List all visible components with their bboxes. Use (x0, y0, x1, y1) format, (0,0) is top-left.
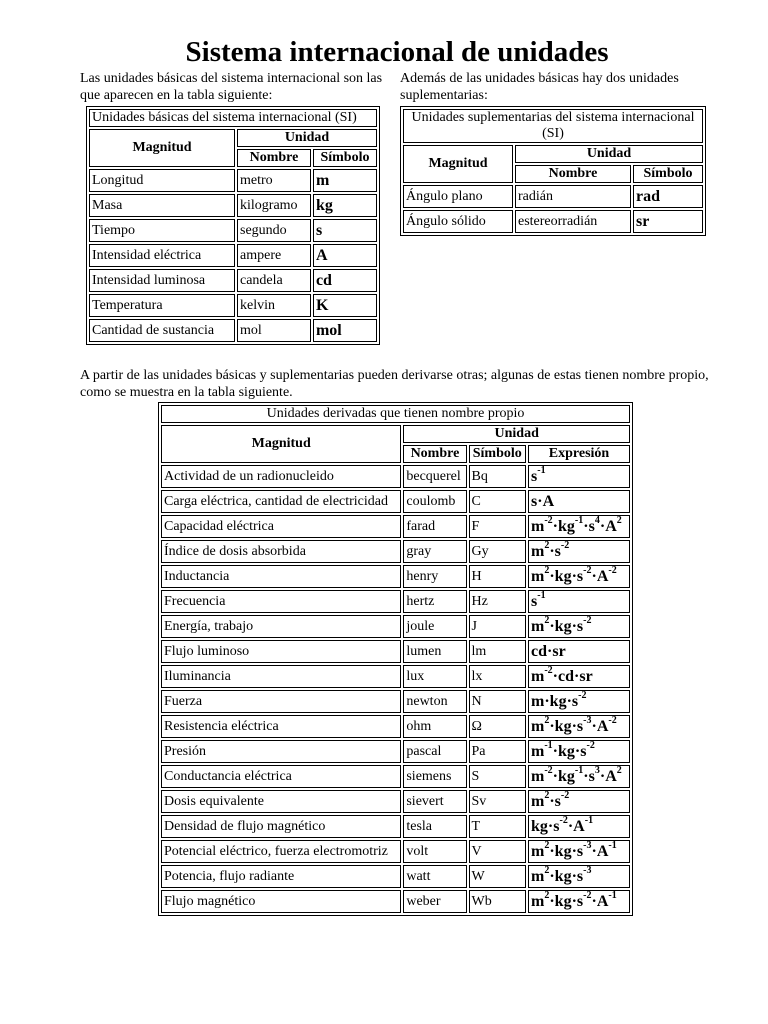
table-row (89, 319, 377, 342)
simbolo-cell: rad (633, 185, 703, 208)
nombre-cell: ampere (237, 244, 311, 267)
unit-exponent: -2 (544, 665, 553, 677)
nombre-cell: becquerel (403, 465, 466, 488)
unit-exponent: 2 (544, 540, 550, 552)
unit-base: s (588, 517, 595, 535)
magnitud-cell: Inductancia (161, 565, 401, 588)
magnitud-cell: Potencial eléctrico, fuerza electromotriz (161, 840, 401, 863)
magnitud-cell: Resistencia eléctrica (161, 715, 401, 738)
basic-header-simbolo: Símbolo (313, 149, 377, 167)
unit-base: A (542, 492, 555, 510)
unit-base: cd (531, 642, 547, 660)
magnitud-cell: Densidad de flujo magnético (161, 815, 401, 838)
simbolo-cell: K (313, 294, 377, 317)
unit-base: m (531, 717, 545, 735)
unit-base: m (531, 892, 545, 910)
nombre-cell: kelvin (237, 294, 311, 317)
unit-base: A (605, 517, 617, 535)
nombre-cell: ohm (403, 715, 466, 738)
unit-base: A (596, 842, 609, 860)
nombre-cell: siemens (403, 765, 466, 788)
unit-base: m (531, 667, 545, 685)
table-row (161, 465, 630, 488)
table-row (161, 790, 630, 813)
unit-base: s (553, 817, 560, 835)
basic-table-caption: Unidades básicas del sistema internacional (SI) (89, 109, 377, 127)
unit-exponent: -2 (583, 615, 592, 627)
magnitud-cell: Ángulo sólido (403, 210, 513, 233)
unit-exponent: -1 (537, 590, 546, 602)
expresion-cell: cd·sr (528, 640, 630, 663)
unit-base: m (531, 867, 545, 885)
table-row (161, 890, 630, 913)
unit-base: m (531, 692, 545, 710)
table-row (89, 294, 377, 317)
unit-exponent: -2 (544, 765, 553, 777)
unit-exponent: 2 (544, 790, 550, 802)
unit-base: kg (554, 617, 572, 635)
nombre-cell: lumen (403, 640, 466, 663)
supp-header-unidad: Unidad (515, 145, 703, 163)
unit-exponent: -2 (608, 715, 617, 727)
table-row (161, 490, 630, 513)
nombre-cell: metro (237, 169, 311, 192)
nombre-cell: gray (403, 540, 466, 563)
expresion-cell: $m^2\cdot s^{-2}$ (528, 540, 630, 563)
basic-units-table (86, 106, 380, 345)
unit-base: kg (558, 742, 575, 760)
simbolo-cell: Bq (469, 465, 527, 488)
expresion-cell: $m\cdot kg\cdot s^{-2}$ (528, 690, 630, 713)
simbolo-cell: F (469, 515, 527, 538)
unit-exponent: -1 (608, 840, 617, 852)
magnitud-cell: Capacidad eléctrica (161, 515, 401, 538)
derived-header-expresion: Expresión (528, 445, 630, 463)
unit-base: sr (579, 667, 593, 685)
unit-base: m (531, 742, 545, 760)
derived-header-simbolo: Símbolo (469, 445, 527, 463)
table-row (161, 815, 630, 838)
simbolo-cell: cd (313, 269, 377, 292)
magnitud-cell: Intensidad luminosa (89, 269, 235, 292)
unit-base: sr (552, 642, 566, 660)
basic-header-magnitud: Magnitud (89, 129, 235, 167)
table-row (161, 615, 630, 638)
supplementary-units-table (400, 106, 706, 236)
nombre-cell: segundo (237, 219, 311, 242)
expresion-cell: $m^{-2}\cdot cd\cdot sr$ (528, 665, 630, 688)
table-row (161, 640, 630, 663)
supp-header-simbolo: Símbolo (633, 165, 703, 183)
nombre-cell: pascal (403, 740, 466, 763)
expresion-cell: $m^2\cdot kg\cdot s^{-2}\cdot A^{-2}$ (528, 565, 630, 588)
unit-base: A (596, 717, 609, 735)
magnitud-cell: Masa (89, 194, 235, 217)
expresion-cell: $m^2\cdot kg\cdot s^{-3}$ (528, 865, 630, 888)
unit-base: s (531, 492, 538, 510)
unit-exponent: -2 (560, 790, 570, 802)
unit-base: s (554, 792, 561, 810)
expresion-cell (528, 590, 630, 613)
unit-base: s (531, 467, 538, 485)
magnitud-cell: Dosis equivalente (161, 790, 401, 813)
simbolo-cell: V (469, 840, 527, 863)
unit-exponent: -3 (583, 865, 592, 877)
nombre-cell: lux (403, 665, 466, 688)
simbolo-cell: A (313, 244, 377, 267)
supp-table-caption: Unidades suplementarias del sistema internacional (SI) (403, 109, 703, 143)
table-row (89, 244, 377, 267)
nombre-cell: henry (403, 565, 466, 588)
unit-base: kg (554, 867, 572, 885)
unit-exponent: 2 (544, 865, 550, 877)
nombre-cell: joule (403, 615, 466, 638)
expresion-cell: s·A (528, 490, 630, 513)
unit-exponent: -2 (560, 540, 570, 552)
table-row (161, 715, 630, 738)
derived-units-table (158, 402, 633, 916)
unit-base: s (580, 742, 587, 760)
unit-base: kg (554, 717, 572, 735)
unit-exponent: -2 (578, 690, 587, 702)
magnitud-cell: Actividad de un radionucleido (161, 465, 401, 488)
unit-base: A (596, 892, 609, 910)
simbolo-cell: kg (313, 194, 377, 217)
nombre-cell: tesla (403, 815, 466, 838)
nombre-cell: radián (515, 185, 631, 208)
nombre-cell: coulomb (403, 490, 466, 513)
simbolo-cell: mol (313, 319, 377, 342)
simbolo-cell: s (313, 219, 377, 242)
unit-base: s (531, 592, 538, 610)
simbolo-cell: Gy (469, 540, 527, 563)
intro-basic-units: Las unidades básicas del sistema internacional son las que aparecen en la tabla siguiente: (80, 71, 383, 103)
simbolo-cell: lm (469, 640, 527, 663)
table-row (161, 865, 630, 888)
unit-base: m (531, 767, 545, 785)
derived-table-body (161, 465, 630, 913)
unit-exponent: -2 (586, 740, 595, 752)
simbolo-cell: sr (633, 210, 703, 233)
nombre-cell: volt (403, 840, 466, 863)
unit-exponent: -3 (583, 715, 592, 727)
table-row (161, 690, 630, 713)
unit-exponent: -3 (583, 840, 592, 852)
magnitud-cell: Flujo magnético (161, 890, 401, 913)
basic-header-unidad: Unidad (237, 129, 377, 147)
magnitud-cell: Cantidad de sustancia (89, 319, 235, 342)
table-row (403, 210, 703, 233)
intro-supplementary-units: Además de las unidades básicas hay dos unidades suplementarias: (400, 71, 679, 103)
expresion-cell: $m^2\cdot kg\cdot s^{-3}\cdot A^{-1}$ (528, 840, 630, 863)
table-row (89, 269, 377, 292)
unit-exponent: 2 (544, 715, 550, 727)
table-row (403, 185, 703, 208)
simbolo-cell: Sv (469, 790, 527, 813)
magnitud-cell: Carga eléctrica, cantidad de electricidad (161, 490, 401, 513)
unit-base: kg (531, 817, 548, 835)
expresion-cell: $m^2\cdot kg\cdot s^{-2}$ (528, 615, 630, 638)
unit-exponent: -2 (544, 515, 553, 527)
magnitud-cell: Temperatura (89, 294, 235, 317)
unit-base: A (573, 817, 585, 835)
simbolo-cell: Wb (469, 890, 527, 913)
unit-base: s (576, 617, 584, 635)
basic-table-body (89, 169, 377, 342)
table-row (161, 540, 630, 563)
unit-exponent: 2 (616, 765, 622, 777)
unit-base: m (531, 567, 545, 585)
page-title: Sistema internacional de unidades (185, 36, 609, 68)
simbolo-cell: Pa (469, 740, 527, 763)
unit-exponent: 2 (544, 565, 550, 577)
simbolo-cell: N (469, 690, 527, 713)
expresion-cell: $m^{-2}\cdot kg^{-1}\cdot s^3\cdot A^2$ (528, 765, 630, 788)
intro-derived-units: A partir de las unidades básicas y suplementarias pueden derivarse otras; algunas de estas tienen nombre propio, como se muestra en la tabla siguiente. (80, 368, 709, 400)
magnitud-cell: Longitud (89, 169, 235, 192)
basic-header-nombre: Nombre (237, 149, 311, 167)
unit-base: kg (558, 767, 575, 785)
table-row (161, 665, 630, 688)
unit-exponent: -2 (608, 565, 617, 577)
unit-exponent: -2 (583, 565, 592, 577)
table-row (89, 169, 377, 192)
unit-base: m (531, 517, 545, 535)
magnitud-cell: Flujo luminoso (161, 640, 401, 663)
nombre-cell: newton (403, 690, 466, 713)
unit-base: m (531, 792, 545, 810)
unit-exponent: 2 (544, 890, 550, 902)
unit-base: kg (554, 567, 572, 585)
table-row (161, 765, 630, 788)
table-row (89, 194, 377, 217)
table-row (161, 740, 630, 763)
unit-exponent: -1 (584, 815, 594, 827)
unit-base: m (531, 617, 545, 635)
nombre-cell: weber (403, 890, 466, 913)
simbolo-cell: S (469, 765, 527, 788)
magnitud-cell: Índice de dosis absorbida (161, 540, 401, 563)
unit-exponent: 2 (544, 615, 550, 627)
simbolo-cell: Ω (469, 715, 527, 738)
table-row (89, 219, 377, 242)
unit-base: s (576, 842, 584, 860)
unit-base: A (596, 567, 609, 585)
unit-base: kg (554, 892, 572, 910)
unit-exponent: -2 (583, 890, 592, 902)
unit-exponent: -1 (608, 890, 617, 902)
unit-base: s (576, 892, 584, 910)
nombre-cell: hertz (403, 590, 466, 613)
simbolo-cell: W (469, 865, 527, 888)
nombre-cell: estereorradián (515, 210, 631, 233)
derived-header-magnitud: Magnitud (161, 425, 401, 463)
unit-base: cd (558, 667, 575, 685)
unit-base: A (605, 767, 617, 785)
simbolo-cell: T (469, 815, 527, 838)
nombre-cell: watt (403, 865, 466, 888)
nombre-cell: farad (403, 515, 466, 538)
supp-header-nombre: Nombre (515, 165, 631, 183)
simbolo-cell: Hz (469, 590, 527, 613)
unit-exponent: 2 (544, 840, 550, 852)
magnitud-cell: Frecuencia (161, 590, 401, 613)
magnitud-cell: Fuerza (161, 690, 401, 713)
magnitud-cell: Iluminancia (161, 665, 401, 688)
unit-exponent: 2 (616, 515, 622, 527)
nombre-cell: candela (237, 269, 311, 292)
unit-exponent: 4 (594, 515, 600, 527)
nombre-cell: kilogramo (237, 194, 311, 217)
unit-base: s (588, 767, 595, 785)
derived-table-caption: Unidades derivadas que tienen nombre propio (161, 405, 630, 423)
table-row (161, 515, 630, 538)
unit-base: s (554, 542, 561, 560)
simbolo-cell: C (469, 490, 527, 513)
unit-base: kg (554, 842, 572, 860)
simbolo-cell: m (313, 169, 377, 192)
simbolo-cell: lx (469, 665, 527, 688)
expresion-cell: $m^2\cdot s^{-2}$ (528, 790, 630, 813)
expresion-cell: $m^{-2}\cdot kg^{-1}\cdot s^4\cdot A^2$ (528, 515, 630, 538)
expresion-cell (528, 465, 630, 488)
supp-table-body (403, 185, 703, 233)
expresion-cell: $kg\cdot s^{-2}\cdot A^{-1}$ (528, 815, 630, 838)
nombre-cell: mol (237, 319, 311, 342)
magnitud-cell: Presión (161, 740, 401, 763)
unit-base: s (576, 567, 584, 585)
magnitud-cell: Tiempo (89, 219, 235, 242)
unit-exponent: 3 (594, 765, 600, 777)
unit-exponent: -1 (574, 515, 584, 527)
unit-base: s (576, 717, 584, 735)
unit-exponent: -1 (544, 740, 553, 752)
magnitud-cell: Potencia, flujo radiante (161, 865, 401, 888)
nombre-cell: sievert (403, 790, 466, 813)
unit-base: s (571, 692, 579, 710)
unit-base: m (531, 542, 545, 560)
expresion-cell: $m^2\cdot kg\cdot s^{-3}\cdot A^{-2}$ (528, 715, 630, 738)
magnitud-cell: Ángulo plano (403, 185, 513, 208)
table-row (161, 590, 630, 613)
unit-base: kg (558, 517, 575, 535)
derived-header-unidad: Unidad (403, 425, 630, 443)
simbolo-cell: J (469, 615, 527, 638)
supp-header-magnitud: Magnitud (403, 145, 513, 183)
unit-exponent: -1 (537, 465, 546, 477)
unit-base: m (531, 842, 545, 860)
magnitud-cell: Energía, trabajo (161, 615, 401, 638)
magnitud-cell: Intensidad eléctrica (89, 244, 235, 267)
table-row (161, 565, 630, 588)
simbolo-cell: H (469, 565, 527, 588)
unit-base: kg (549, 692, 567, 710)
table-row (161, 840, 630, 863)
expresion-cell: $m^2\cdot kg\cdot s^{-2}\cdot A^{-1}$ (528, 890, 630, 913)
derived-header-nombre: Nombre (403, 445, 466, 463)
expresion-cell: $m^{-1}\cdot kg\cdot s^{-2}$ (528, 740, 630, 763)
unit-exponent: -2 (559, 815, 568, 827)
unit-base: s (576, 867, 584, 885)
magnitud-cell: Conductancia eléctrica (161, 765, 401, 788)
unit-exponent: -1 (574, 765, 584, 777)
